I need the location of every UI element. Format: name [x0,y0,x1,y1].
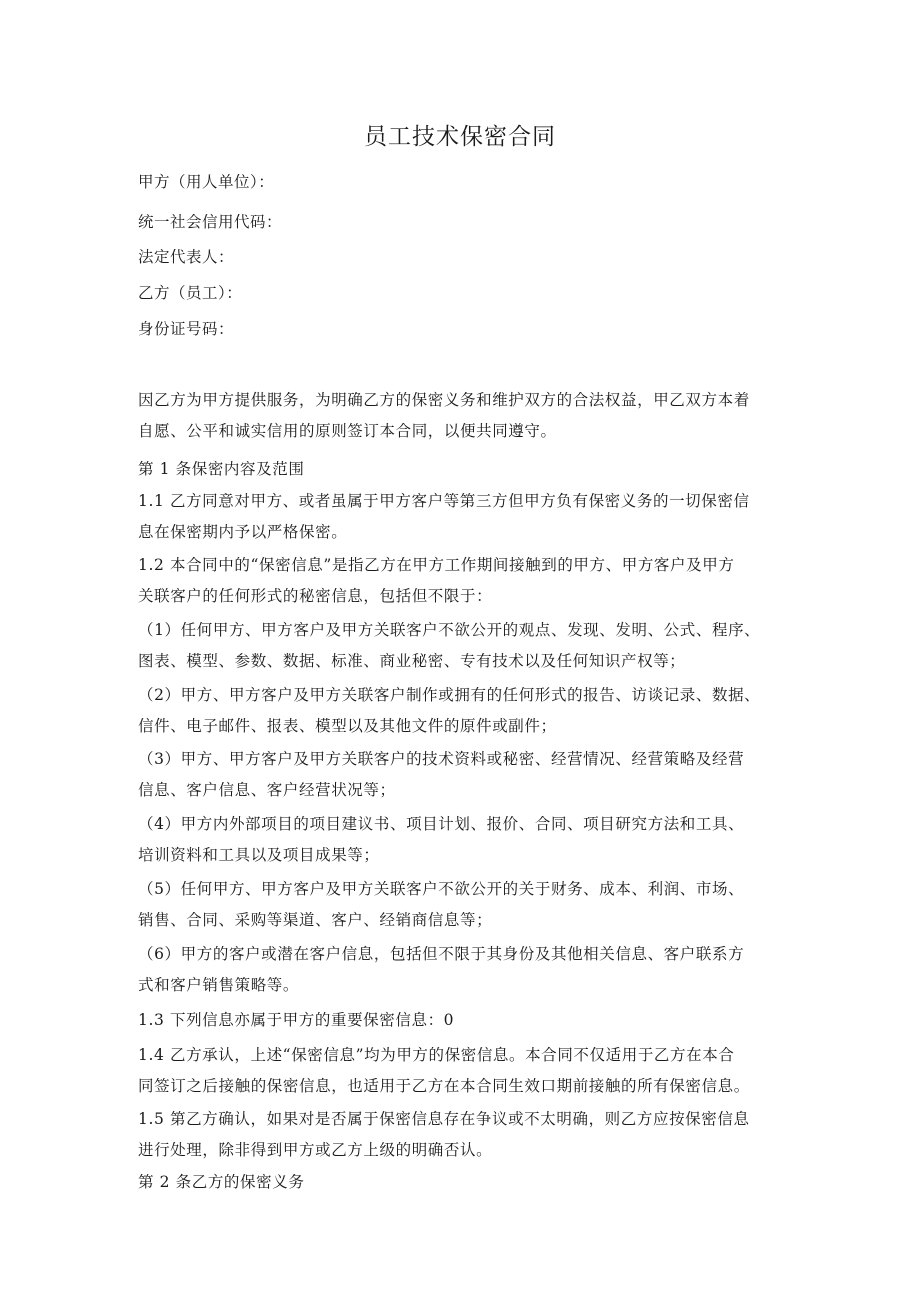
clause-1-5: 1.5 第乙方确认，如果对是否属于保密信息存在争议或不太明确，则乙方应按保密信息 进行处理，除非得到甲方或乙方上级的明确否认。 [138,1110,750,1159]
list-item-2: （2）甲方、甲方客户及甲方关联客户制作或拥有的任何形式的报告、访谈记录、数据、 信件、电子邮件、报表、模型以及其他文件的原件或副件； [138,686,761,735]
intro-paragraph: 因乙方为甲方提供服务，为明确乙方的保密义务和维护双方的合法权益，甲乙双方本着 自愿、公平和诚实信用的原则签订本合同，以便共同遵守。 [138,391,750,440]
document-title: 员工技术保密合同 [364,124,556,150]
clause-1-1: 1.1 乙方同意对甲方、或者虽属于甲方客户等第三方但甲方负有保密义务的一切保密信 息在保密期内予以严格保密。 [138,492,750,541]
list-item-1: （1）任何甲方、甲方客户及甲方关联客户不欲公开的观点、发现、发明、公式、程序、 图表、模型、参数、数据、标准、商业秘密、专有技术以及任何知识产权等； [138,621,761,670]
list-item-4: （4）甲方内外部项目的项目建议书、项目计划、报价、合同、项目研究方法和工具、 培训资料和工具以及项目成果等； [138,815,745,864]
credit-code-field: 统一社会信用代码： [138,213,283,231]
article-2-heading: 第 2 条乙方的保密义务 [138,1173,305,1191]
clause-1-4: 1.4 乙方承认，上述“保密信息”均为甲方的保密信息。本合同不仅适用于乙方在本合 同签订之后接触的保密信息，也适用于乙方在本合同生效口期前接触的所有保密信息。 [138,1046,750,1095]
party-a-field: 甲方（用人单位）： [138,173,275,191]
party-b-field: 乙方（员工）： [138,284,243,302]
list-item-5: （5）任何甲方、甲方客户及甲方关联客户不欲公开的关于财务、成本、利润、市场、 销售、合同、采购等渠道、客户、经销商信息等； [138,880,745,929]
article-1-heading: 第 1 条保密内容及范围 [138,460,305,478]
id-number-field: 身份证号码： [138,320,235,338]
list-item-6: （6）甲方的客户或潜在客户信息，包括但不限于其身份及其他相关信息、客户联系方 式和客户销售策略等。 [138,945,745,994]
legal-representative-field: 法定代表人： [138,248,235,266]
clause-1-2: 1.2 本合同中的“保密信息”是指乙方在甲方工作期间接触到的甲方、甲方客户及甲方 关联客户的任何形式的秘密信息，包括但不限于： [138,556,735,605]
list-item-3: （3）甲方、甲方客户及甲方关联客户的技术资料或秘密、经营情况、经营策略及经营 信息、客户信息、客户经营状况等； [138,750,745,799]
clause-1-3: 1.3 下列信息亦属于甲方的重要保密信息：0 [138,1011,455,1029]
